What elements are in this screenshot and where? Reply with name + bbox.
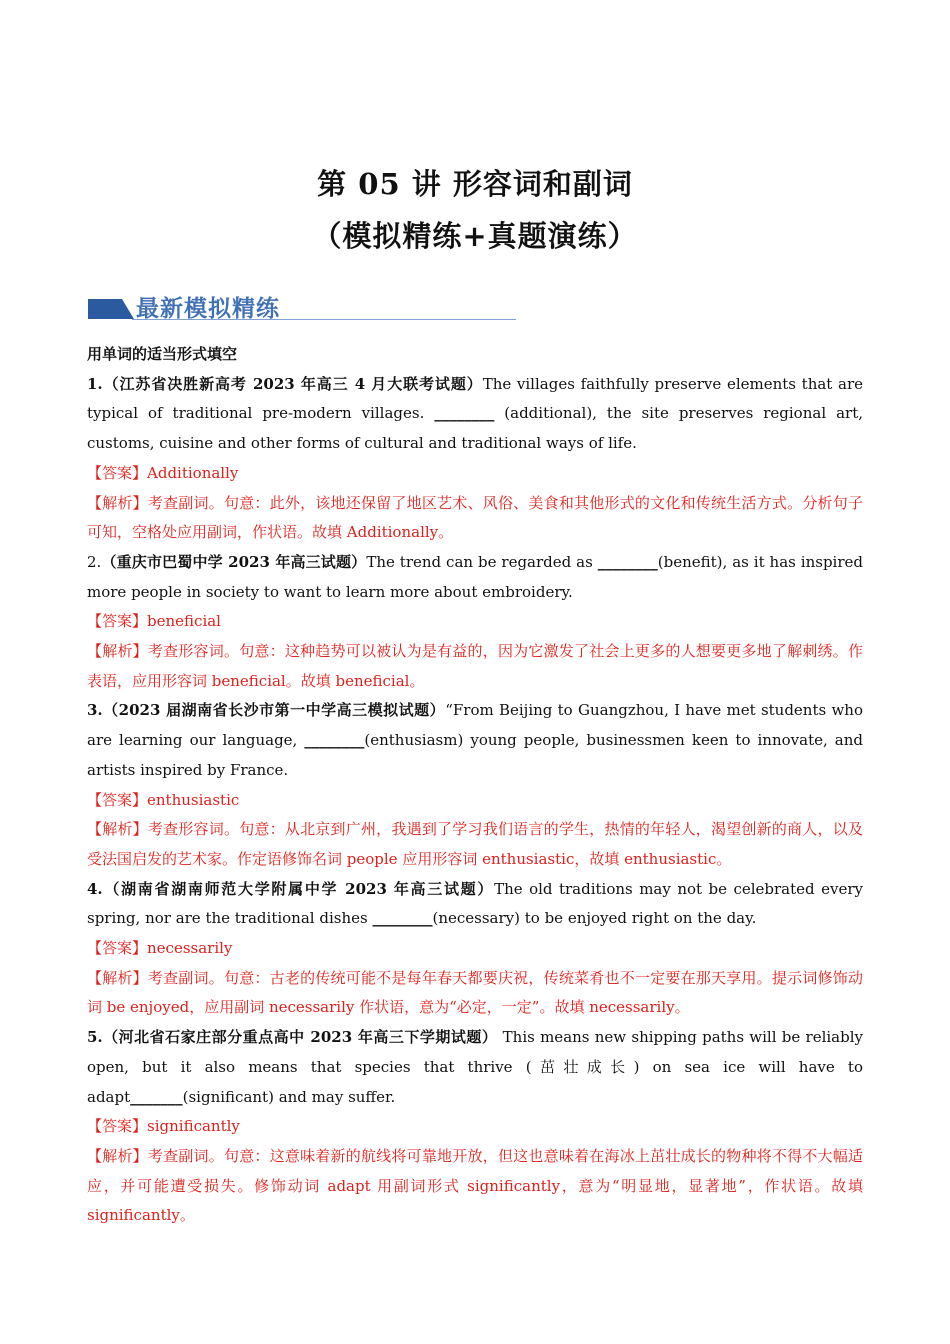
answer-value: significantly — [147, 1117, 240, 1136]
answer-2 — [87, 607, 863, 637]
section-banner-icon — [88, 299, 134, 319]
question-3 — [87, 696, 863, 785]
analysis-label: 【解析】 — [87, 493, 148, 512]
question-text: The old traditions may not be celebrated every spring, nor are the traditional dishes — [87, 879, 863, 928]
question-source: （江苏省决胜新高考 2023 年高三 4 月大联考试题） — [102, 374, 483, 393]
analysis-4 — [87, 964, 863, 1023]
question-text: This means new shipping paths will be reliably open, but it also means that species that thrive (茁壮成长) on sea ice will have to adapt — [87, 1028, 863, 1106]
analysis-text: 考查副词。句意：这意味着新的航线将可靠地开放，但这也意味着在海冰上茁壮成长的物种将不得不大幅适应，并可能遭受损失。修饰动词 adapt 用副词形式 significantly，意为“明显地，显著地”，作状语。故填 significantly。 — [87, 1146, 863, 1225]
answer-label: 【答案】 — [87, 463, 148, 482]
question-text: “From Beijing to Guangzhou, I have met students who are learning our language, — [87, 701, 863, 750]
answer-label: 【答案】 — [87, 939, 148, 958]
answer-value: enthusiastic — [147, 790, 240, 809]
question-number: 2. — [87, 552, 102, 571]
analysis-text: 考查形容词。句意：这种趋势可以被认为是有益的，因为它激发了社会上更多的人想要更多地了解刺绣。作表语，应用形容词 beneficial。故填 beneficial。 — [87, 642, 863, 690]
answer-blank: ________ — [304, 731, 365, 750]
analysis-label: 【解析】 — [87, 968, 148, 987]
answer-5 — [87, 1112, 863, 1142]
lesson-subtitle: （模拟精练+真题演练） — [312, 219, 638, 253]
question-text: (necessary) to be enjoyed right on the day. — [432, 909, 757, 928]
answer-value: beneficial — [147, 612, 221, 631]
answer-blank: ________ — [597, 552, 658, 571]
analysis-text: 考查副词。句意：古老的传统可能不是每年春天都要庆祝，传统菜肴也不一定要在那天享用。提示词修饰动词 be enjoyed，应用副词 necessarily 作状语，意为“必定，一定”。故填 necessarily。 — [87, 968, 863, 1017]
answer-label: 【答案】 — [87, 1117, 148, 1136]
question-number: 1. — [87, 374, 103, 393]
analysis-5 — [87, 1142, 863, 1231]
question-1 — [87, 370, 863, 459]
question-4 — [87, 875, 863, 934]
question-source: （重庆市巴蜀中学 2023 年高三试题） — [101, 552, 367, 571]
analysis-2 — [87, 637, 863, 696]
answer-value: necessarily — [147, 939, 233, 958]
question-text: The villages faithfully preserve elements that are typical of traditional pre-modern villages. — [87, 374, 864, 423]
analysis-3 — [87, 815, 863, 874]
question-5 — [87, 1023, 863, 1112]
section-title: 最新模拟精练 — [136, 295, 280, 322]
answer-blank: ________ — [434, 404, 495, 423]
answer-label: 【答案】 — [87, 790, 148, 809]
analysis-text: 考查形容词。句意：从北京到广州，我遇到了学习我们语言的学生，热情的年轻人，渴望创新的商人，以及受法国启发的艺术家。作定语修饰名词 people 应用形容词 enthusiastic，故填 enthusiastic。 — [87, 820, 863, 868]
exercise-content — [87, 340, 863, 1231]
answer-blank: ________ — [372, 909, 433, 928]
answer-blank: _______ — [130, 1087, 183, 1106]
question-number: 4. — [87, 879, 103, 898]
analysis-1 — [87, 489, 863, 548]
answer-value: Additionally — [147, 463, 239, 482]
question-number: 3. — [87, 701, 103, 720]
analysis-text: 考查副词。句意：此外，该地还保留了地区艺术、风俗、美食和其他形式的文化和传统生活方式。分析句子可知，空格处应用副词，作状语。故填 Additionally。 — [87, 493, 863, 542]
lesson-title: 第 05 讲 形容词和副词 — [317, 167, 633, 201]
analysis-label: 【解析】 — [87, 642, 148, 661]
question-text: The trend can be regarded as — [366, 552, 598, 571]
question-text: (benefit), as it has inspired more people in society to want to learn more about embroidery. — [87, 552, 863, 601]
section-header — [88, 290, 516, 330]
question-source: （2023 届湖南省长沙市第一中学高三模拟试题） — [102, 701, 446, 720]
question-source: （湖南省湖南师范大学附属中学 2023 年高三试题） — [102, 879, 495, 898]
analysis-label: 【解析】 — [87, 1146, 148, 1165]
question-text: (enthusiasm) young people, businessmen keen to innovate, and artists inspired by France. — [87, 731, 863, 779]
answer-4 — [87, 934, 863, 964]
question-text: (significant) and may suffer. — [182, 1087, 396, 1106]
question-2 — [87, 548, 863, 607]
answer-label: 【答案】 — [87, 612, 148, 631]
question-source: （河北省石家庄部分重点高中 2023 年高三下学期试题） — [102, 1028, 498, 1047]
question-text: (additional), the site preserves regional art, customs, cuisine and other forms of cultural and traditional ways of life. — [87, 404, 863, 453]
instruction-heading: 用单词的适当形式填空 — [87, 345, 238, 363]
analysis-label: 【解析】 — [87, 820, 148, 839]
answer-3 — [87, 786, 863, 816]
answer-1 — [87, 459, 863, 489]
question-number: 5. — [87, 1028, 103, 1047]
